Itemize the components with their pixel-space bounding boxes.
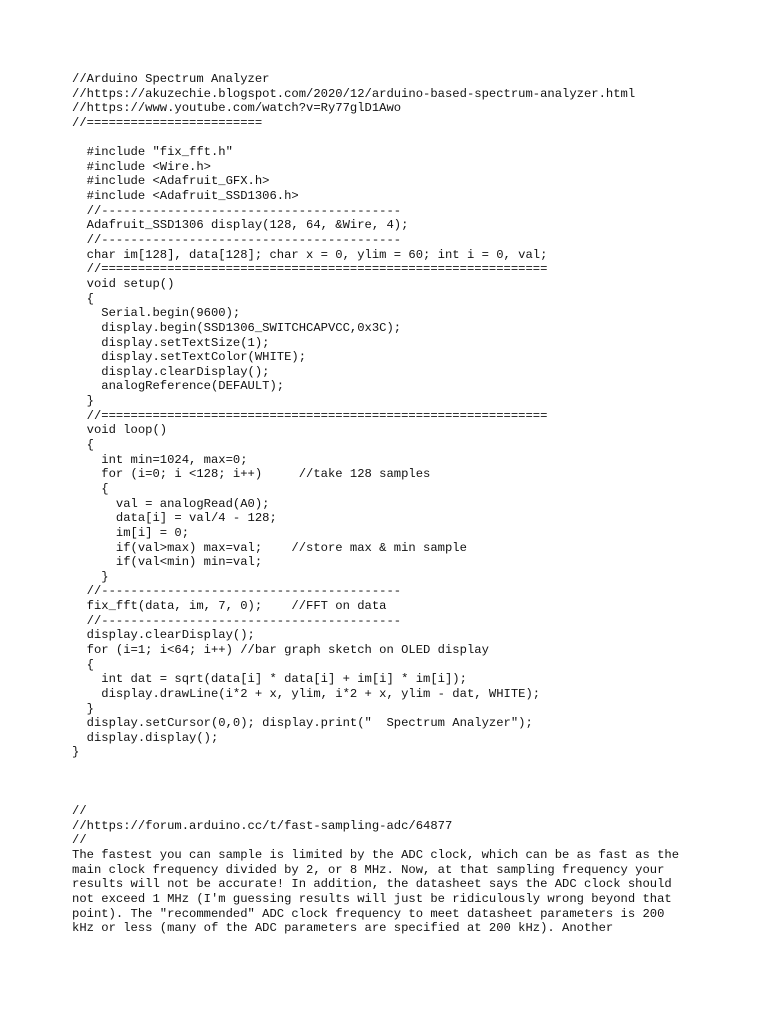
explanation-paragraph [72,848,712,936]
code-line: void loop() [72,423,168,438]
code-line: #include <Adafruit_GFX.h> [72,174,270,189]
document-page [72,72,712,972]
code-line: Adafruit_SSD1306 display(128, 64, &Wire, 4); [72,218,409,233]
code-line: data[i] = val/4 - 128; [72,511,277,526]
code-line: display.setTextColor(WHITE); [72,350,307,365]
code-line: char im[128], data[128]; char x = 0, ylim = 60; int i = 0, val; [72,247,548,262]
code-line: if(val>max) max=val; //store max & min sample [72,540,467,555]
code-line: { [72,481,109,496]
code-line: fix_fft(data, im, 7, 0); //FFT on data [72,599,387,614]
code-line: display.clearDisplay(); [72,364,270,379]
code-line: display.setCursor(0,0); display.print(" Spectrum Analyzer"); [72,716,533,731]
code-line: display.setTextSize(1); [72,335,270,350]
code-line: int dat = sqrt(data[i] * data[i] + im[i] * im[i]); [72,672,467,687]
code-line: { [72,657,94,672]
paragraph-line: The fastest you can sample is limited by the ADC clock, which can be as fast as the [72,848,680,863]
code-line: //----------------------------------------- [72,613,402,628]
code-line: void setup() [72,276,175,291]
code-line: if(val<min) min=val; [72,555,263,570]
paragraph-line: results will not be accurate! In addition, the datasheet says the ADC clock should [72,877,672,892]
code-line: //----------------------------------------- [72,203,402,218]
code-line: #include <Wire.h> [72,159,211,174]
code-line: display.display(); [72,730,219,745]
paragraph-line: not exceed 1 MHz (I'm guessing results will just be ridiculously wrong beyond that [72,891,672,906]
header-line: //======================== [72,115,263,130]
forum-line: // [72,804,87,819]
code-line: for (i=0; i <128; i++) //take 128 samples [72,467,431,482]
header-comment-block [72,72,712,131]
code-line: display.begin(SSD1306_SWITCHCAPVCC,0x3C); [72,320,402,335]
code-line: { [72,438,94,453]
code-line: //----------------------------------------- [72,584,402,599]
header-line: //https://akuzechie.blogspot.com/2020/12/arduino-based-spectrum-analyzer.html [72,86,636,101]
forum-line: // [72,833,87,848]
section-gap [72,760,712,804]
code-line: for (i=1; i<64; i++) //bar graph sketch on OLED display [72,642,489,657]
code-line: } [72,745,80,760]
code-line: Serial.begin(9600); [72,306,241,321]
paragraph-line: main clock frequency divided by 2, or 8 MHz. Now, at that sampling frequency your [72,862,665,877]
code-line: int min=1024, max=0; [72,452,248,467]
code-line: display.drawLine(i*2 + x, ylim, i*2 + x, ylim - dat, WHITE); [72,686,541,701]
code-line: display.clearDisplay(); [72,628,255,643]
code-line: //============================================================= [72,262,548,277]
code-line: } [72,569,109,584]
code-line: #include "fix_fft.h" [72,145,233,160]
code-line: { [72,291,94,306]
header-line: //Arduino Spectrum Analyzer [72,72,270,86]
paragraph-line: kHz or less (many of the ADC parameters are specified at 200 kHz). Another [72,921,614,936]
blank-line [72,131,712,146]
code-line: //============================================================= [72,408,548,423]
forum-comment-block [72,804,712,848]
code-line: analogReference(DEFAULT); [72,379,285,394]
code-line: #include <Adafruit_SSD1306.h> [72,189,299,204]
code-line: //----------------------------------------- [72,233,402,248]
code-line: val = analogRead(A0); [72,496,270,511]
code-line: } [72,701,94,716]
code-block [72,145,712,760]
code-line: im[i] = 0; [72,525,190,540]
code-line: } [72,394,94,409]
header-line: //https://www.youtube.com/watch?v=Ry77glD1Awo [72,101,402,116]
forum-line: //https://forum.arduino.cc/t/fast-sampling-adc/64877 [72,818,453,833]
paragraph-line: point). The "recommended" ADC clock frequency to meet datasheet parameters is 200 [72,906,665,921]
